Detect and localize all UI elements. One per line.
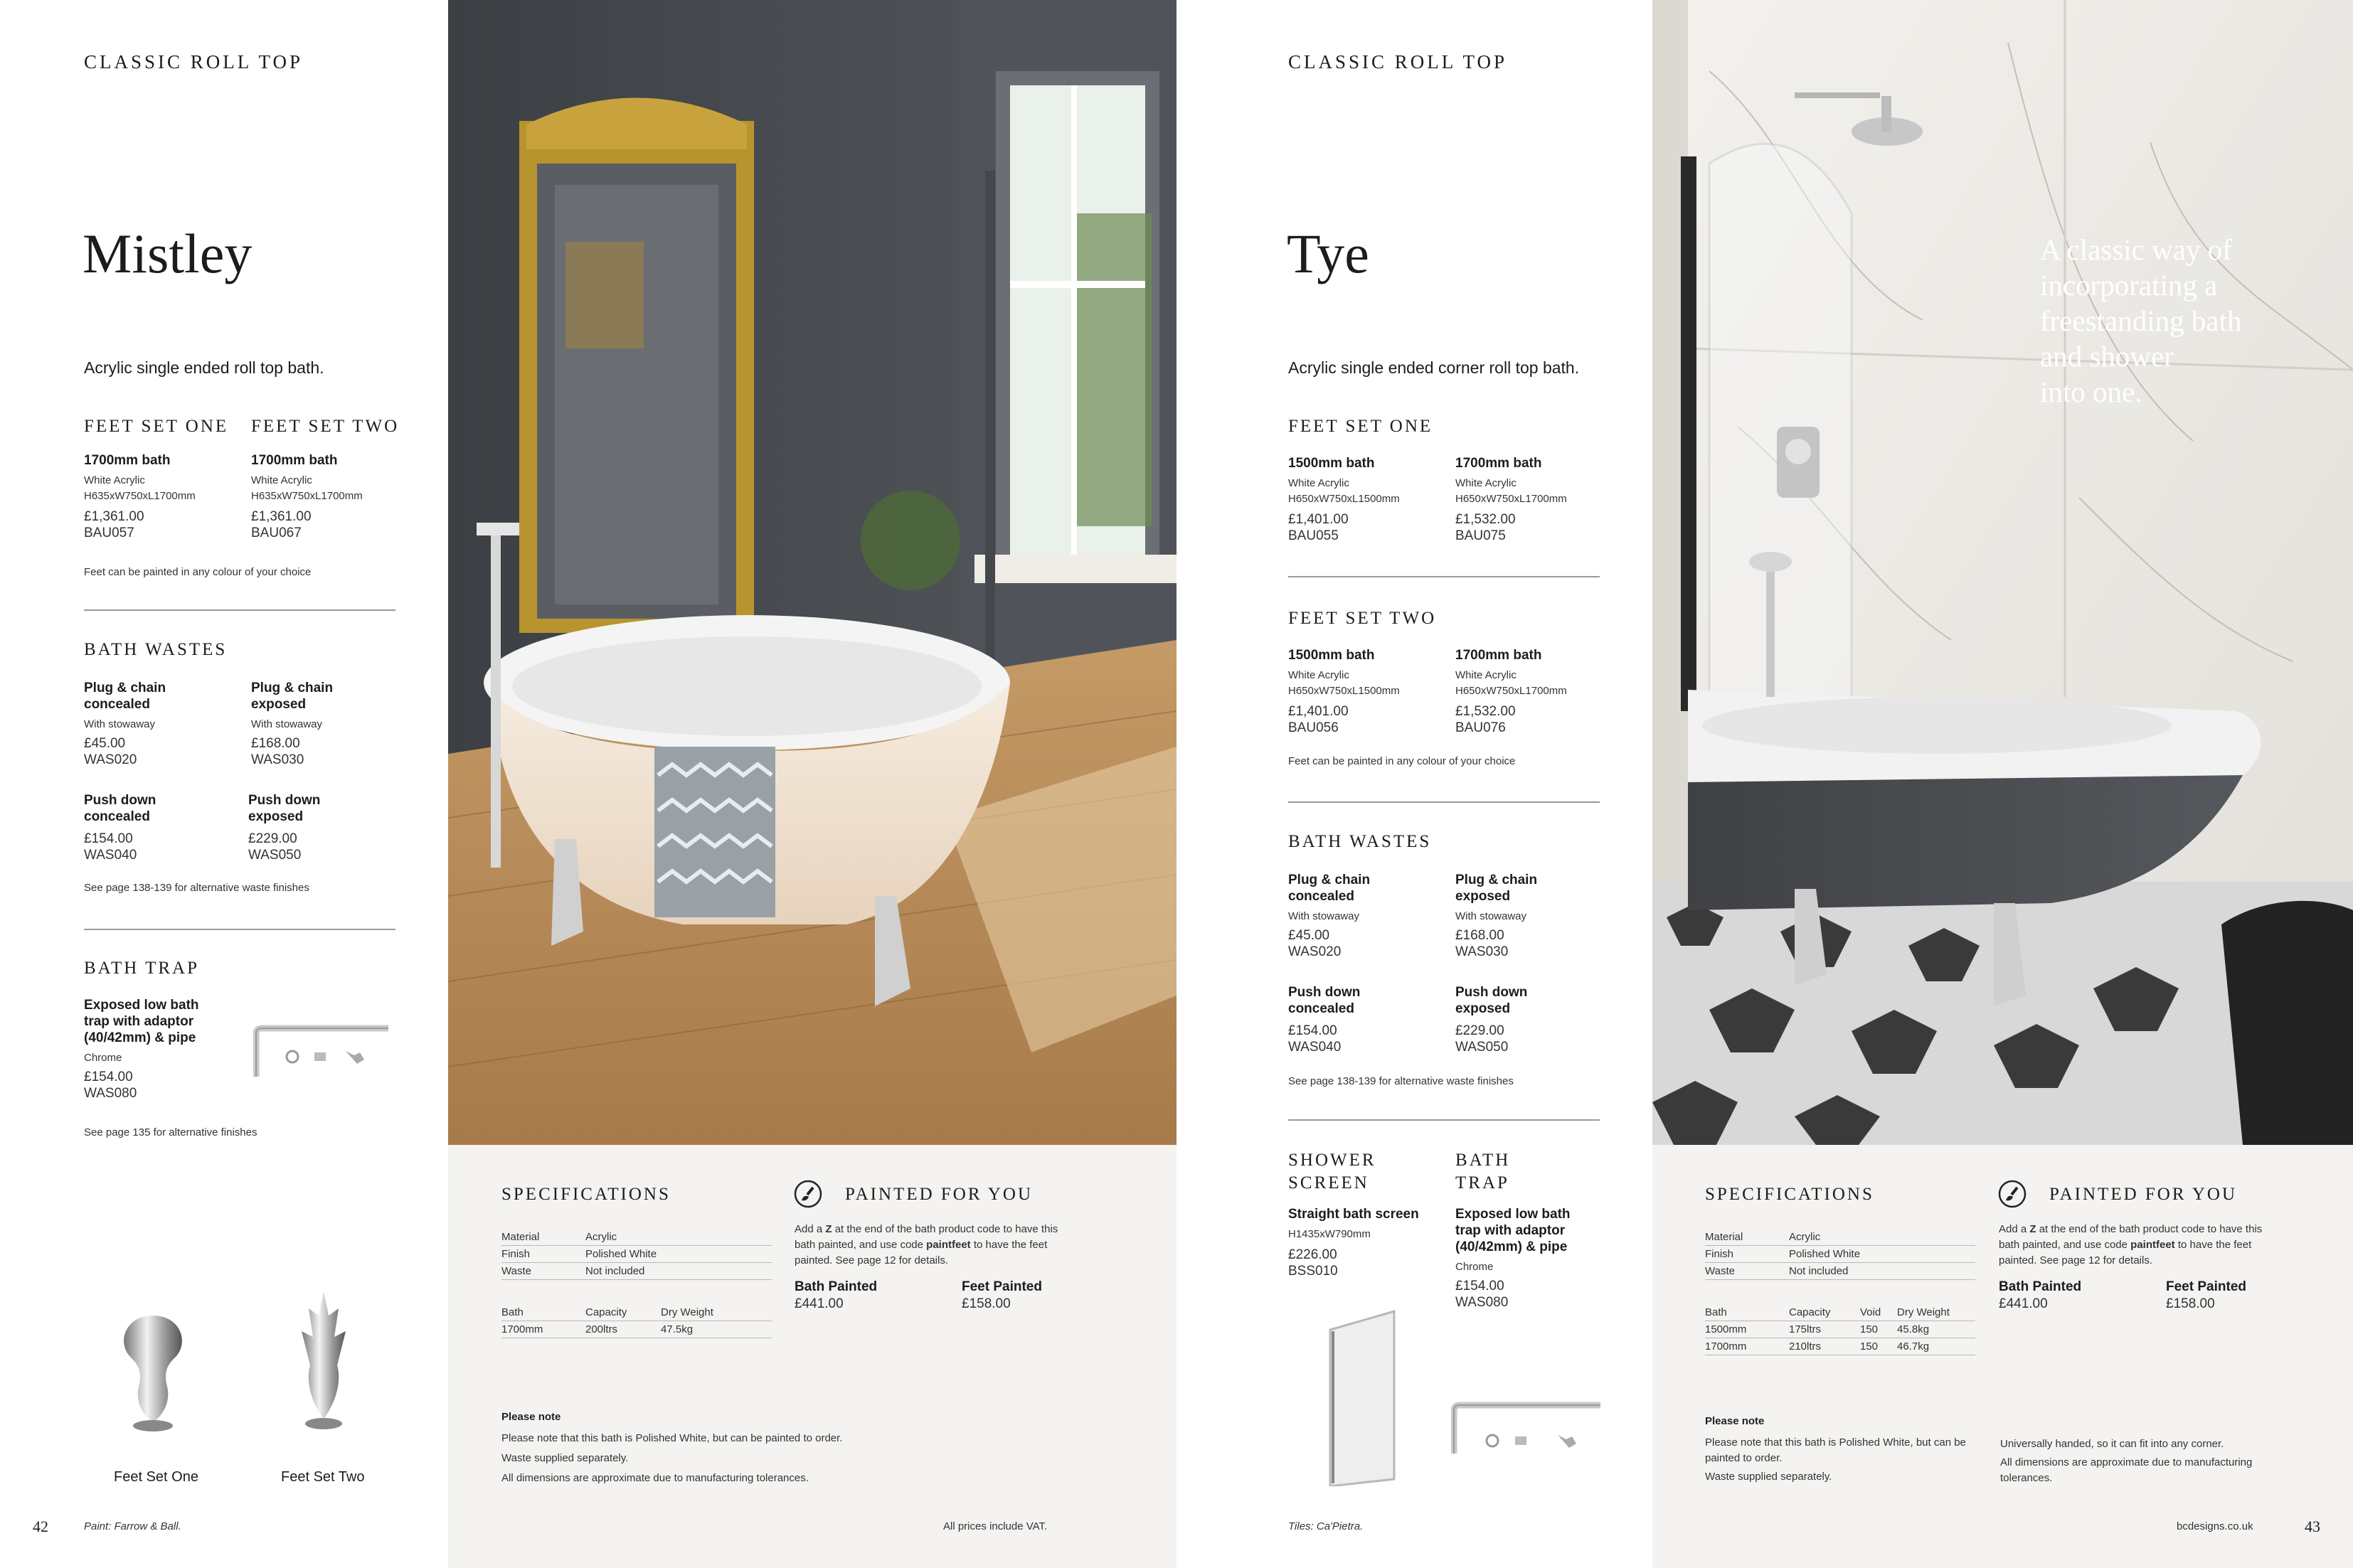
shower-screen-heading: SHOWER [1288,1151,1376,1170]
mistley-bath-photo [448,0,1176,1145]
waste-sub: With stowaway [1455,910,1527,922]
bath-finish: White Acrylic [1288,669,1349,681]
waste-type: exposed [1455,889,1511,904]
waste-sub: With stowaway [1288,910,1360,922]
bath-code: BAU056 [1288,720,1339,735]
bath-trap-block [1455,1149,1619,1311]
quote-line: and shower [2040,340,2174,373]
divider [84,929,395,930]
product-description: Acrylic single ended roll top bath. [84,358,324,377]
waste-name: Push down [248,793,321,808]
painted-code: paintfeet [926,1239,971,1251]
table-cell: 45.8kg [1897,1321,1975,1338]
screen-name: Straight bath screen [1288,1207,1419,1222]
waste-code: WAS020 [1288,944,1342,959]
bath-size: 1700mm bath [251,453,338,468]
bath-price: £1,361.00 [251,509,312,524]
column-header: Capacity [585,1304,661,1321]
table-cell: 46.7kg [1897,1338,1975,1355]
note-line: Waste supplied separately. [501,1452,629,1464]
column-header: Bath [1705,1304,1789,1321]
screen-code: BSS010 [1288,1264,1338,1279]
vat-note: All prices include VAT. [943,1520,1048,1532]
waste-name: Plug & chain [84,681,166,695]
column-header: Dry Weight [1897,1304,1975,1321]
bath-price: £1,401.00 [1288,704,1349,719]
trap-line: (40/42mm) & pipe [1455,1239,1568,1254]
bath-painted-price: £441.00 [1999,1296,2048,1311]
screen-dimensions: H1435xW790mm [1288,1228,1371,1240]
feet-set-two-heading: FEET SET TWO [251,417,400,436]
waste-item [251,680,415,768]
waste-code: WAS040 [1288,1040,1342,1055]
bath-code: BAU057 [84,526,134,540]
trap-code: WAS080 [1455,1295,1509,1310]
painted-for-you-heading: PAINTED FOR YOU [2049,1185,2238,1204]
waste-type: concealed [1288,1001,1354,1016]
waste-price: £229.00 [1455,1023,1504,1038]
feet-set-two-image [285,1287,363,1436]
please-note-heading: Please note [501,1411,561,1423]
bath-trap-heading: BATH TRAP [84,959,199,978]
waste-price: £229.00 [248,831,297,846]
waste-code: WAS030 [1455,944,1509,959]
bath-finish: White Acrylic [251,474,312,486]
paintbrush-icon [1997,1179,2027,1209]
waste-type: concealed [84,697,150,712]
product-description: Acrylic single ended corner roll top bath. [1288,358,1580,377]
note-line: All dimensions are approximate due to manufacturing tolerances. [2000,1456,2253,1484]
section-label: CLASSIC ROLL TOP [84,51,304,73]
waste-type: exposed [251,697,307,712]
waste-item [84,680,248,768]
waste-item [84,792,248,863]
feet-label: Feet Set One [114,1469,198,1485]
trap-item [84,997,255,1102]
column-header: Capacity [1789,1304,1860,1321]
feet-painted-label: Feet Painted [962,1279,1042,1294]
bath-dimensions: H650xW750xL1700mm [1455,493,1567,505]
feet-set-two-heading: FEET SET TWO [1288,609,1437,628]
trap-line: Exposed low bath [84,998,199,1013]
spec-label: Finish [1705,1246,1789,1263]
column-header: Bath [501,1304,585,1321]
waste-code: WAS030 [251,752,304,767]
photo-credit: Paint: Farrow & Ball. [84,1520,181,1532]
waste-price: £154.00 [1288,1023,1337,1038]
bath-trap-image [1451,1401,1600,1458]
feet-painted-price: £158.00 [2166,1296,2215,1311]
bath-size: 1700mm bath [84,453,171,468]
waste-type: exposed [1455,1001,1511,1016]
bath-finish: White Acrylic [84,474,145,486]
note-line: Please note that this bath is Polished White, but can be painted to order. [501,1432,843,1444]
trap-code: WAS080 [84,1086,137,1101]
dims-table [501,1304,772,1338]
shower-screen-heading: SCREEN [1288,1173,1369,1193]
feet-note: Feet can be painted in any colour of your choice [84,566,312,578]
waste-name: Plug & chain [251,681,334,695]
spec-label: Material [1705,1229,1789,1246]
painted-text: at the end of the bath product code to have this bath painted, and use code [795,1223,1058,1251]
spec-label: Finish [501,1246,585,1263]
bath-option [1288,647,1452,736]
spec-label: Waste [501,1263,585,1280]
quote [2040,232,2296,410]
bath-trap-heading: BATH [1455,1151,1511,1170]
waste-code: WAS050 [248,848,302,863]
note-line: Waste supplied separately. [1705,1471,1832,1483]
bath-price: £1,532.00 [1455,704,1516,719]
bath-painted-label: Bath Painted [795,1279,878,1294]
painted-text: to have the feet painted. See page 12 for details. [1999,1239,2252,1266]
trap-line: trap with adaptor [84,1014,194,1029]
paintbrush-icon [793,1179,823,1209]
feet-set-one-heading: FEET SET ONE [1288,417,1433,436]
shower-screen-block [1288,1149,1452,1279]
bath-dimensions: H635xW750xL1700mm [84,490,196,502]
table-row [1705,1263,1975,1280]
photo-credit: Tiles: Ca'Pietra. [1288,1520,1364,1532]
waste-name: Plug & chain [1288,873,1371,887]
bath-painted-label: Bath Painted [1999,1279,2082,1294]
spec-label: Material [501,1229,585,1246]
waste-item [248,792,412,863]
table-cell: 210ltrs [1789,1338,1860,1355]
table-row [501,1229,772,1246]
specifications-heading: SPECIFICATIONS [1705,1185,1874,1204]
bath-code: BAU076 [1455,720,1506,735]
feet-set-one-image [110,1308,196,1436]
waste-price: £45.00 [1288,928,1330,943]
specifications-heading: SPECIFICATIONS [501,1185,671,1204]
waste-name: Push down [1455,985,1528,1000]
painted-code: paintfeet [2130,1239,2175,1251]
waste-code: WAS020 [84,752,137,767]
bath-finish: White Acrylic [1455,669,1517,681]
note-line: Please note that this bath is Polished White, but can be painted to order. [1705,1436,1966,1464]
spec-value: Acrylic [1789,1229,1975,1246]
trap-price: £154.00 [1455,1279,1504,1294]
spec-label: Waste [1705,1263,1789,1280]
trap-note: See page 135 for alternative finishes [84,1126,257,1138]
table-row [501,1321,772,1338]
bath-price: £1,532.00 [1455,512,1516,527]
dims-table [1705,1304,1975,1355]
feet-set-two [251,415,415,541]
bath-finish: White Acrylic [1288,477,1349,489]
waste-price: £168.00 [1455,928,1504,943]
bath-size: 1500mm bath [1288,456,1375,471]
product-title: Tye [1287,223,1369,284]
bath-code: BAU075 [1455,528,1506,543]
waste-name: Push down [1288,985,1361,1000]
feet-painted-label: Feet Painted [2166,1279,2246,1294]
page-number: 43 [2305,1518,2320,1535]
feet-set-one [84,415,248,541]
bath-code: BAU055 [1288,528,1339,543]
waste-sub: With stowaway [84,718,156,730]
table-row [501,1263,772,1280]
screen-price: £226.00 [1288,1247,1337,1262]
bath-option [1455,647,1619,736]
quote-line: A classic way of [2040,233,2232,266]
table-header [501,1304,772,1321]
please-note-heading: Please note [1705,1415,1765,1427]
bath-option [1288,455,1452,544]
waste-item [1288,872,1452,960]
bath-finish: White Acrylic [1455,477,1517,489]
bath-price: £1,361.00 [84,509,144,524]
bath-size: 1700mm bath [1455,648,1542,663]
website-link[interactable]: bcdesigns.co.uk [2177,1520,2253,1532]
table-cell: 150 [1860,1338,1897,1355]
table-row [501,1246,772,1263]
table-cell: 47.5kg [661,1321,772,1338]
table-cell: 1700mm [501,1321,585,1338]
divider [84,609,395,611]
spec-value: Polished White [1789,1246,1975,1263]
bath-dimensions: H650xW750xL1500mm [1288,685,1400,697]
bath-price: £1,401.00 [1288,512,1349,527]
painted-suffix: Z [2029,1223,2036,1235]
trap-line: Exposed low bath [1455,1207,1571,1222]
divider [1288,1119,1600,1121]
table-cell: 175ltrs [1789,1321,1860,1338]
feet-set-one-heading: FEET SET ONE [84,417,229,436]
note-line: All dimensions are approximate due to manufacturing tolerances. [501,1472,809,1484]
painted-suffix: Z [825,1223,832,1235]
feet-note: Feet can be painted in any colour of your choice [1288,755,1516,767]
spec-value: Not included [1789,1263,1975,1280]
feet-painted-price: £158.00 [962,1296,1011,1311]
bath-trap-image [253,1024,388,1081]
painted-text: to have the feet painted. See page 12 for details. [795,1239,1048,1266]
painted-text: at the end of the bath product code to have this bath painted, and use code [1999,1223,2263,1251]
bath-code: BAU067 [251,526,302,540]
wastes-note: See page 138-139 for alternative waste finishes [1288,1075,1514,1087]
waste-code: WAS040 [84,848,137,863]
feet-label: Feet Set Two [281,1469,365,1485]
waste-name: Push down [84,793,156,808]
bath-size: 1700mm bath [1455,456,1542,471]
painted-description [1999,1222,2283,1269]
painted-text: Add a [795,1223,826,1235]
waste-sub: With stowaway [251,718,323,730]
table-row [1705,1246,1975,1263]
note-line: Universally handed, so it can fit into any corner. [2000,1438,2224,1450]
painted-description [795,1222,1079,1269]
column-header: Void [1860,1304,1897,1321]
waste-item [1455,872,1619,960]
waste-type: concealed [1288,889,1354,904]
quote-line: freestanding bath [2040,304,2242,337]
page-number: 42 [33,1518,48,1535]
waste-item [1288,984,1452,1055]
waste-price: £154.00 [84,831,133,846]
divider [1288,576,1600,577]
table-cell: 150 [1860,1321,1897,1338]
table-cell: 1500mm [1705,1321,1789,1338]
table-row [1705,1229,1975,1246]
bath-dimensions: H635xW750xL1700mm [251,490,363,502]
section-label: CLASSIC ROLL TOP [1288,51,1508,73]
bath-size: 1500mm bath [1288,648,1375,663]
table-row [1705,1338,1975,1355]
trap-line: (40/42mm) & pipe [84,1030,196,1045]
waste-price: £168.00 [251,736,300,751]
divider [1288,801,1600,803]
waste-price: £45.00 [84,736,126,751]
shower-screen-image [1323,1308,1401,1486]
waste-name: Plug & chain [1455,873,1538,887]
trap-finish: Chrome [1455,1261,1494,1273]
bath-option [1455,455,1619,544]
bath-wastes-heading: BATH WASTES [1288,832,1432,851]
bath-dimensions: H650xW750xL1700mm [1455,685,1567,697]
painted-for-you-heading: PAINTED FOR YOU [845,1185,1034,1204]
quote-line: into one. [2040,375,2142,408]
bath-painted-price: £441.00 [795,1296,844,1311]
product-title: Mistley [83,223,253,284]
spec-value: Polished White [585,1246,772,1263]
column-header: Dry Weight [661,1304,772,1321]
table-row [1705,1321,1975,1338]
trap-finish: Chrome [84,1052,122,1064]
spec-table [1705,1229,1975,1280]
painted-text: Add a [1999,1223,2030,1235]
waste-item [1455,984,1619,1055]
table-cell: 1700mm [1705,1338,1789,1355]
tye-bath-photo [1652,0,2353,1145]
waste-type: exposed [248,809,304,824]
bath-dimensions: H650xW750xL1500mm [1288,493,1400,505]
bath-wastes-heading: BATH WASTES [84,640,228,659]
table-header [1705,1304,1975,1321]
spec-value: Acrylic [585,1229,772,1246]
spec-value: Not included [585,1263,772,1280]
wastes-note: See page 138-139 for alternative waste finishes [84,882,309,894]
waste-type: concealed [84,809,150,824]
trap-price: £154.00 [84,1070,133,1084]
waste-code: WAS050 [1455,1040,1509,1055]
quote-line: incorporating a [2040,269,2218,302]
spec-table [501,1229,772,1280]
bath-trap-heading: TRAP [1455,1173,1509,1193]
trap-line: trap with adaptor [1455,1223,1566,1238]
table-cell: 200ltrs [585,1321,661,1338]
